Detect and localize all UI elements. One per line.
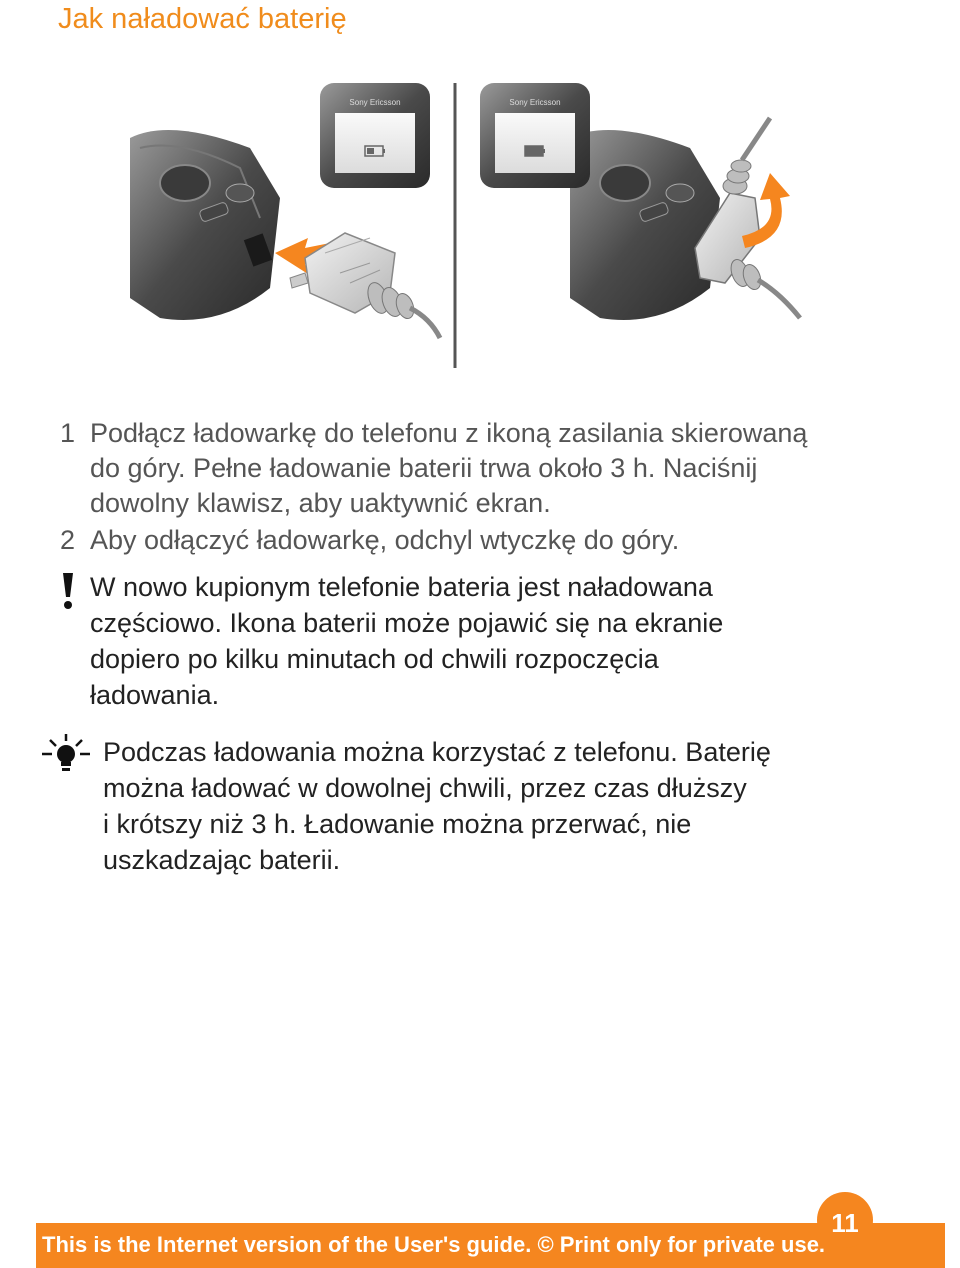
tip-text [103,734,903,878]
note-line: W nowo kupionym telefonie bateria jest naładowana [90,572,713,602]
step-line: dowolny klawisz, aby uaktywnić ekran. [90,488,551,518]
step-number: 1 [60,418,76,448]
charger-illustration [130,78,810,378]
note-line: częściowo. Ikona baterii może pojawić się na ekranie [90,608,724,638]
footer-disclaimer: This is the Internet version of the User's guide. © Print only for private use. [42,1232,826,1257]
step-line: do góry. Pełne ładowanie baterii trwa około 3 h. Naciśnij [90,453,758,483]
note-line: dopiero po kilku minutach od chwili rozpoczęcia [90,644,659,674]
tip-line: Podczas ładowania można korzystać z telefonu. Baterię [103,737,771,767]
note-text [90,569,910,713]
tip-line: można ładować w dowolnej chwili, przez czas dłuższy [103,773,747,803]
tip-line: i krótszy niż 3 h. Ładowanie można przerwać, nie [103,809,692,839]
page-number: 11 [831,1208,859,1238]
step-line: Aby odłączyć ładowarkę, odchyl wtyczkę do góry. [90,525,680,555]
brand-logo-left: Sony Ericsson [349,98,401,107]
right-panel [480,83,800,320]
page-title: Jak naładować baterię [58,3,347,35]
tip-line: uszkadzając baterii. [103,845,341,875]
note-line: ładowania. [90,680,220,710]
step-number: 2 [60,525,76,555]
lightbulb-icon [40,734,92,778]
exclamation-icon [60,571,76,611]
step-text [90,416,910,521]
battery-full-icon [525,146,543,156]
brand-logo-right: Sony Ericsson [509,98,561,107]
step-text [90,523,910,558]
step-line: Podłącz ładowarkę do telefonu z ikoną zasilania skierowaną [90,418,808,448]
left-panel [130,83,440,338]
